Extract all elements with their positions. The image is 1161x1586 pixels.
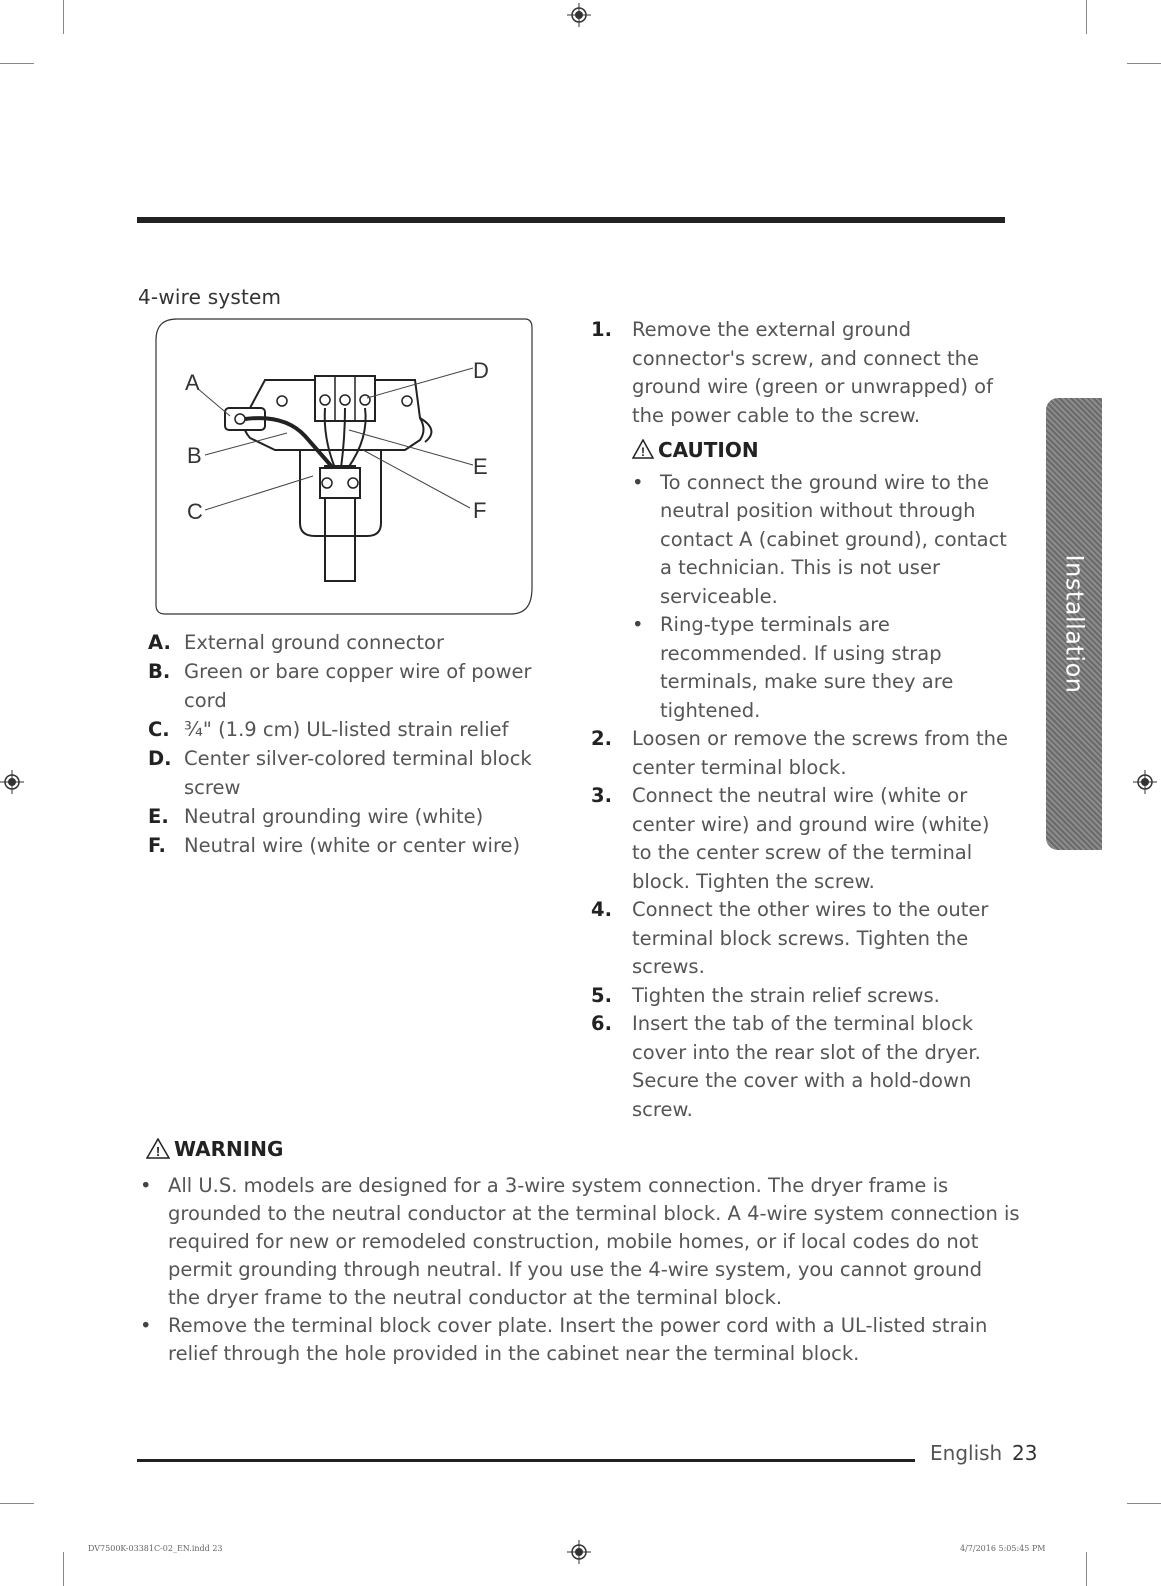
crop-mark bbox=[1127, 1503, 1161, 1504]
svg-text:!: ! bbox=[155, 1144, 161, 1159]
legend-letter: D. bbox=[148, 747, 172, 770]
warning-text: Remove the terminal block cover plate. Insert the power cord with a UL-listed strain relief through the hole provided in the cabinet near the terminal block. bbox=[168, 1314, 988, 1365]
step-text: Connect the neutral wire (white or center wire) and ground wire (white) to the center screw of the terminal block. Tighten the screw. bbox=[632, 784, 990, 893]
svg-text:!: ! bbox=[641, 445, 645, 459]
legend-letter: A. bbox=[148, 631, 171, 654]
caution-item bbox=[632, 469, 1015, 612]
caution-item bbox=[632, 611, 1015, 725]
section-title: 4-wire system bbox=[138, 285, 282, 309]
warning-heading bbox=[146, 1137, 283, 1161]
installation-steps bbox=[585, 316, 1015, 1124]
crop-mark bbox=[1086, 1552, 1087, 1586]
caution-heading bbox=[585, 436, 1015, 465]
wiring-diagram bbox=[155, 318, 533, 615]
legend-letter: F. bbox=[148, 834, 166, 857]
warning-text: All U.S. models are designed for a 3-wire system connection. The dryer frame is grounded to the neutral conductor at the terminal block. A 4-wire system connection is required for new or remodeled construction, mobile homes, or if local codes do not permit grounding through neutral. If you use the 4-wire system, you cannot ground the dryer frame to the neutral conductor at the terminal block. bbox=[168, 1174, 1020, 1309]
legend-item bbox=[140, 831, 560, 860]
caution-text: To connect the ground wire to the neutral position without through contact A (cabinet ground), contact a technician. This is not user serviceable. bbox=[660, 470, 1007, 608]
warning-triangle-icon bbox=[146, 1138, 170, 1159]
step-5 bbox=[585, 982, 1015, 1011]
step-number: 5. bbox=[591, 983, 612, 1007]
legend-item bbox=[140, 744, 560, 802]
step-text: Tighten the strain relief screws. bbox=[632, 983, 940, 1007]
crop-mark bbox=[0, 63, 34, 64]
side-tab-label: Installation bbox=[1060, 554, 1088, 694]
legend-text: Neutral wire (white or center wire) bbox=[184, 834, 521, 857]
step-number: 4. bbox=[591, 898, 612, 921]
caution-label: CAUTION bbox=[658, 438, 759, 462]
print-slug-file: DV7500K-03381C-02_EN.indd 23 bbox=[88, 1544, 223, 1553]
legend-letter: B. bbox=[148, 660, 171, 683]
step-text: Remove the external ground connector's screw, and connect the ground wire (green or unwrapped) of the power cable to the screw. bbox=[632, 318, 993, 427]
step-number: 1. bbox=[591, 318, 612, 341]
caution-list bbox=[585, 469, 1015, 726]
bullet: • bbox=[140, 1314, 152, 1337]
step-number: 3. bbox=[591, 784, 612, 807]
crop-mark bbox=[1086, 0, 1087, 34]
legend-item bbox=[140, 715, 560, 744]
legend-item bbox=[140, 628, 560, 657]
warning-label: WARNING bbox=[174, 1137, 284, 1161]
bullet: • bbox=[140, 1174, 152, 1197]
warning-item bbox=[140, 1312, 1020, 1368]
callout-f: F bbox=[473, 498, 487, 523]
callout-e: E bbox=[473, 454, 488, 479]
caution-text: Ring-type terminals are recommended. If using strap terminals, make sure they are tightened. bbox=[660, 613, 954, 722]
registration-target-icon bbox=[567, 3, 591, 27]
step-3 bbox=[585, 782, 1015, 896]
step-text: Connect the other wires to the outer terminal block screws. Tighten the screws. bbox=[632, 898, 989, 978]
footer-language: English bbox=[930, 1441, 1003, 1465]
bullet: • bbox=[632, 613, 644, 636]
footer-rule bbox=[137, 1459, 915, 1462]
step-text: Loosen or remove the screws from the center terminal block. bbox=[632, 727, 1009, 779]
callout-b: B bbox=[187, 443, 202, 468]
legend-letter: C. bbox=[148, 718, 170, 741]
legend-text: External ground connector bbox=[184, 631, 444, 654]
callout-a: A bbox=[185, 370, 200, 395]
legend-letter: E. bbox=[148, 805, 169, 828]
crop-mark bbox=[1127, 63, 1161, 64]
legend-item bbox=[140, 802, 560, 831]
page-number: 23 bbox=[1012, 1441, 1038, 1465]
step-text: Insert the tab of the terminal block cover into the rear slot of the dryer. Secure the cover with a hold-down screw. bbox=[632, 1012, 981, 1121]
registration-target-icon bbox=[567, 1540, 591, 1564]
warning-triangle-icon bbox=[632, 439, 654, 459]
registration-target-icon bbox=[1133, 770, 1157, 794]
step-6 bbox=[585, 1010, 1015, 1124]
step-2 bbox=[585, 725, 1015, 782]
legend-text: Neutral grounding wire (white) bbox=[184, 805, 484, 828]
print-slug-date: 4/7/2016 5:05:45 PM bbox=[960, 1544, 1046, 1553]
warning-list bbox=[140, 1172, 1020, 1368]
step-4 bbox=[585, 896, 1015, 982]
legend-text: Green or bare copper wire of power cord bbox=[184, 660, 532, 712]
step-number: 2. bbox=[591, 727, 612, 750]
side-tab-label-wrap bbox=[1046, 398, 1102, 850]
warning-item bbox=[140, 1172, 1020, 1312]
strain-relief-clamp bbox=[320, 468, 360, 498]
diagram-legend bbox=[140, 628, 560, 860]
legend-text: Center silver-colored terminal block screw bbox=[184, 747, 532, 799]
bullet: • bbox=[632, 470, 644, 494]
crop-mark bbox=[63, 1552, 64, 1586]
crop-mark bbox=[0, 1503, 34, 1504]
legend-text: ¾" (1.9 cm) UL-listed strain relief bbox=[184, 718, 509, 741]
header-rule bbox=[137, 217, 1005, 223]
legend-item bbox=[140, 657, 560, 715]
step-number: 6. bbox=[591, 1012, 612, 1035]
registration-target-icon bbox=[0, 770, 24, 794]
callout-d: D bbox=[473, 358, 489, 383]
callout-c: C bbox=[187, 499, 203, 524]
step-1 bbox=[585, 316, 1015, 430]
crop-mark bbox=[63, 0, 64, 34]
